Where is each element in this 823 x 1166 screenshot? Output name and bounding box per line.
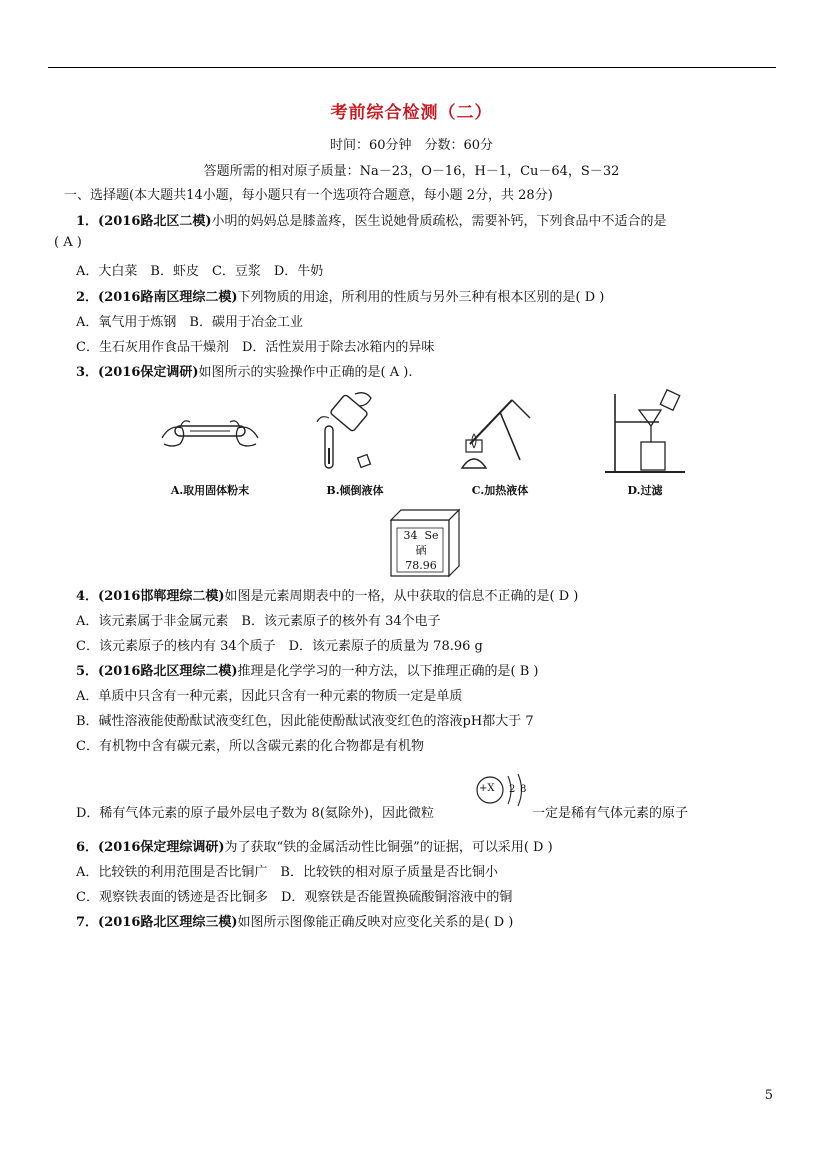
question-4 [76,585,578,604]
options-4a: A．该元素属于非金属元素 B．该元素原子的核外有 34个电子 [76,614,441,629]
question-source: (2016邯郸理综二模) [98,589,225,604]
question-source: (2016路北区二模) [98,214,212,229]
page-number: 5 [764,1088,773,1103]
periodic-table-cell [387,508,463,578]
question-7 [76,911,513,930]
atomic-mass: 78.96 [405,559,437,572]
question-source: (2016保定调研) [98,365,199,380]
question-text: 下列物质的用途，所利用的性质与另外三种有根本区别的是 [237,290,576,305]
figure-c [440,388,560,498]
question-6 [76,836,553,855]
options-4b: C．该元素原子的核内有 34个质子 D．该元素原子的质量为 78.96 g [76,639,483,654]
answer: ( D ) [484,915,514,930]
figure-caption: D.过滤 [627,484,663,497]
question-number: 6． [76,840,99,855]
option-5a: A．单质中只含有一种元素，因此只含有一种元素的物质一定是单质 [76,689,463,704]
answer: ( D ) [523,840,553,855]
option-5d-post: 一定是稀有气体元素的原子 [532,806,689,821]
nucleus-label: +X [479,783,495,794]
answer: ( A ). [380,365,413,380]
question-text: 如图所示的实验操作中正确的是 [198,365,381,380]
figure-caption: A.取用固体粉末 [170,484,250,497]
answer: ( D ) [575,290,605,305]
question-number: 5． [76,664,99,679]
shell-2-count: 8 [520,784,527,795]
time-score: 时间：60分钟 分数：60分 [329,138,494,153]
atomic-mass-note: 答题所需的相对原子质量：Na－23，O－16，H－1，Cu－64，S－32 [203,164,620,179]
options-6b: C．观察铁表面的锈迹是否比铜多 D．观察铁是否能置换硫酸铜溶液中的铜 [76,890,513,905]
question-3 [76,361,412,380]
options-6a: A．比较铁的利用范围是否比铜广 B．比较铁的相对原子质量是否比铜小 [76,865,498,880]
section-heading: 一、选择题(本大题共14小题，每小题只有一个选项符合题意，每小题 2分，共 28分) [64,188,553,203]
question-number: 1． [76,214,99,229]
atom-structure-diagram [472,768,532,810]
question-text: 如图所示图像能正确反映对应变化关系的是 [237,915,485,930]
lab-figures [150,388,710,498]
figure-b [295,388,415,498]
page-title: 考前综合检测（二） [330,103,493,123]
option-5c: C．有机物中含有碳元素，所以含碳元素的化合物都是有机物 [76,739,424,754]
options-2a: A．氧气用于炼钢 B．碳用于冶金工业 [76,315,303,330]
question-number: 7． [76,915,99,930]
options-2b: C．生石灰用作食品干燥剂 D．活性炭用于除去冰箱内的异味 [76,340,435,355]
question-1 [76,210,667,229]
figure-caption: B.倾倒液体 [326,484,384,497]
question-5 [76,660,539,679]
answer-1: ( A ) [54,235,82,250]
filtration-icon [585,388,705,478]
element-symbol: Se [424,529,439,542]
element-name: 硒 [415,544,427,557]
question-number: 3． [76,365,99,380]
figure-caption: C.加热液体 [471,484,529,497]
pouring-liquid-icon [295,388,415,478]
answer: ( D ) [549,589,579,604]
question-text: 推理是化学学习的一种方法，以下推理正确的是 [237,664,511,679]
question-source: (2016路北区理综二模) [98,664,238,679]
question-2 [76,286,604,305]
figure-a [150,388,270,498]
question-number: 4． [76,589,99,604]
shell-1-count: 2 [509,784,516,795]
options-1: A．大白菜 B．虾皮 C．豆浆 D．牛奶 [76,264,324,279]
question-number: 2． [76,290,99,305]
option-5d-pre: D．稀有气体元素的原子最外层电子数为 8(氦除外)，因此微粒 [76,806,434,821]
powder-tube-icon [150,388,270,478]
question-text: 为了获取“铁的金属活动性比铜强”的证据，可以采用 [224,840,524,855]
question-text: 如图是元素周期表中的一格，从中获取的信息不正确的是 [224,589,550,604]
header-rule [48,67,776,68]
option-5b: B．碱性溶液能使酚酞试液变红色，因此能使酚酞试液变红色的溶液pH都大于 7 [76,714,534,729]
heating-liquid-icon [440,388,560,478]
figure-d [585,388,705,498]
atomic-number: 34 [403,529,418,542]
question-source: (2016路北区理综三模) [98,915,238,930]
answer: ( B ) [510,664,539,679]
question-source: (2016保定理综调研) [98,840,225,855]
question-source: (2016路南区理综二模) [98,290,238,305]
question-text: 小明的妈妈总是膝盖疼，医生说她骨质疏松，需要补钙，下列食品中不适合的是 [211,214,667,229]
